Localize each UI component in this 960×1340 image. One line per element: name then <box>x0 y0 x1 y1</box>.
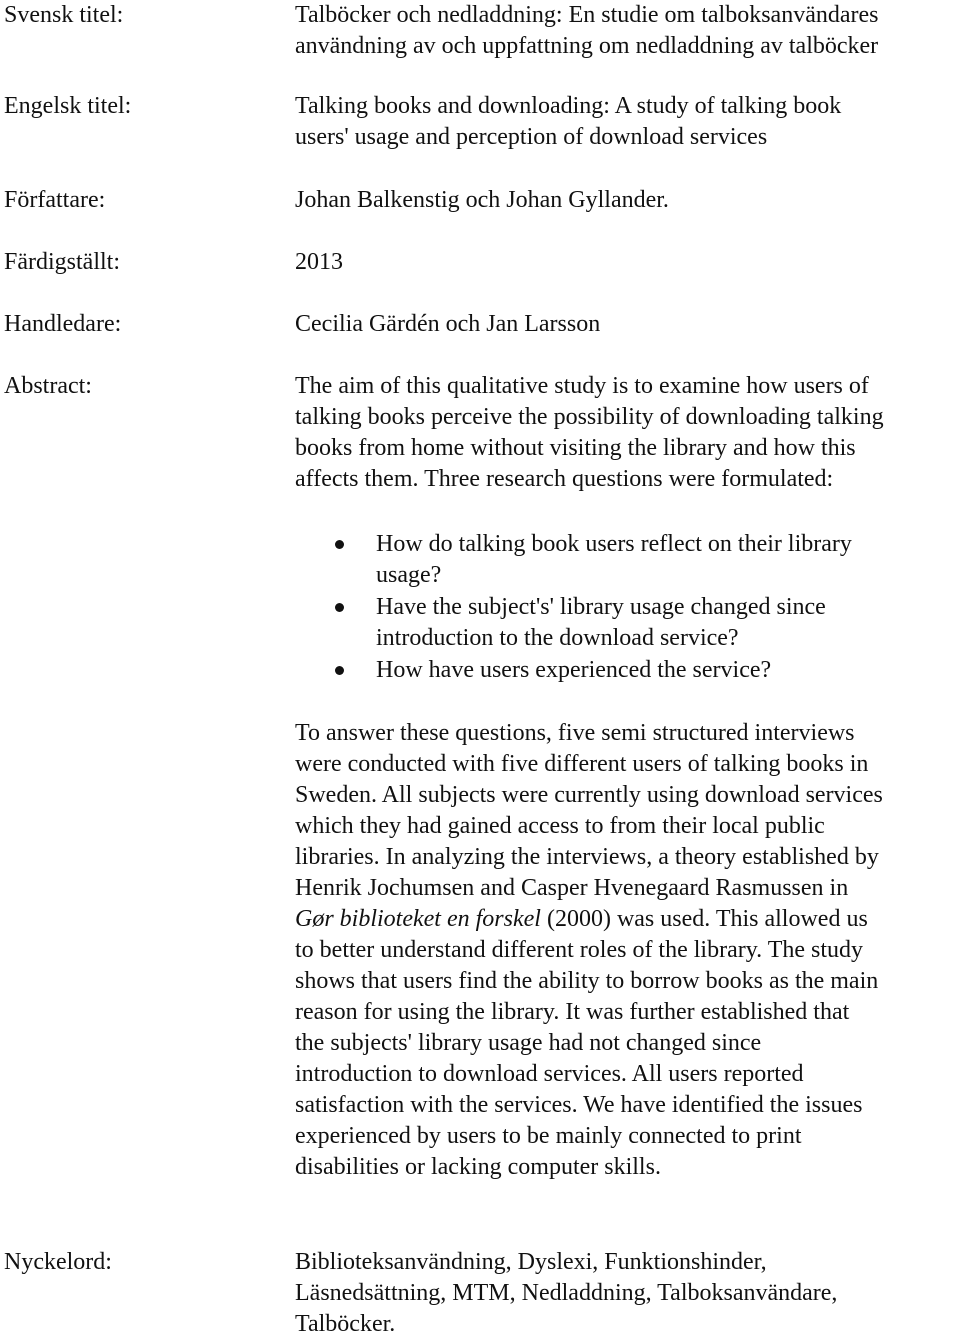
fardigstallt-label: Färdigställt: <box>4 249 120 275</box>
engelsk-titel-line: Talking books and downloading: A study of talking book <box>295 93 842 119</box>
abstract-intro-line: books from home without visiting the library and how this <box>295 435 856 461</box>
research-question-text <box>376 529 957 591</box>
abstract-body-line: the subjects' library usage had not changed since <box>295 1030 762 1056</box>
nyckelord-label: Nyckelord: <box>4 1249 112 1275</box>
svensk-titel-line: Talböcker och nedladdning: En studie om talboksanvändares <box>295 2 879 28</box>
abstract-body-fragment: (2000) was used. This allowed us <box>540 906 868 932</box>
research-question <box>295 529 957 591</box>
bullet-icon <box>335 540 344 549</box>
abstract-body-line: disabilities or lacking computer skills. <box>295 1154 661 1180</box>
bullet-icon <box>335 603 344 612</box>
research-question-line: How have users experienced the service? <box>376 657 772 683</box>
svensk-titel-line: användning av och uppfattning om nedladdning av talböcker <box>295 33 879 59</box>
bullet-icon <box>335 666 344 675</box>
engelsk-titel-line: users' usage and perception of download services <box>295 124 768 150</box>
abstract-body-line: shows that users find the ability to borrow books as the main <box>295 968 879 994</box>
abstract-body-line: satisfaction with the services. We have identified the issues <box>295 1092 863 1118</box>
forfattare-label: Författare: <box>4 187 106 213</box>
abstract-intro-line: talking books perceive the possibility of downloading talking <box>295 404 884 430</box>
abstract-label: Abstract: <box>4 373 92 399</box>
abstract-body-line: To answer these questions, five semi structured interviews <box>295 720 855 746</box>
research-question-line: usage? <box>376 562 442 588</box>
research-question-text <box>376 592 957 654</box>
nyckelord-value <box>295 1247 957 1340</box>
abstract-body-line: Sweden. All subjects were currently using download services <box>295 782 883 808</box>
research-question-line: How do talking book users reflect on their library <box>376 531 852 557</box>
research-question-text <box>376 655 957 686</box>
abstract-body <box>295 718 957 1183</box>
abstract-body-line: introduction to download services. All users reported <box>295 1061 804 1087</box>
nyckelord-line: Biblioteksanvändning, Dyslexi, Funktionshinder, <box>295 1249 767 1275</box>
abstract-intro-line: affects them. Three research questions were formulated: <box>295 466 834 492</box>
abstract-body-line: to better understand different roles of the library. The study <box>295 937 864 963</box>
abstract-body-line: were conducted with five different users of talking books in <box>295 751 869 777</box>
handledare-label: Handledare: <box>4 311 122 337</box>
abstract-intro <box>295 371 957 495</box>
svensk-titel-label: Svensk titel: <box>4 2 124 28</box>
research-question-line: Have the subject's' library usage changed since <box>376 594 826 620</box>
research-question <box>295 592 957 654</box>
forfattare-value: Johan Balkenstig och Johan Gyllander. <box>295 187 669 213</box>
cited-work-title: Gør biblioteket en forskel <box>295 906 541 932</box>
abstract-body-line <box>295 904 957 935</box>
research-question <box>295 655 957 686</box>
abstract-body-line: Henrik Jochumsen and Casper Hvenegaard Rasmussen in <box>295 875 849 901</box>
abstract-body-line: libraries. In analyzing the interviews, a theory established by <box>295 844 879 870</box>
nyckelord-line: Läsnedsättning, MTM, Nedladdning, Talboksanvändare, <box>295 1280 838 1306</box>
fardigstallt-value: 2013 <box>295 249 343 275</box>
abstract-body-line: experienced by users to be mainly connected to print <box>295 1123 802 1149</box>
handledare-value: Cecilia Gärdén och Jan Larsson <box>295 311 601 337</box>
svensk-titel-value <box>295 0 957 62</box>
abstract-intro-line: The aim of this qualitative study is to examine how users of <box>295 373 869 399</box>
research-question-line: introduction to the download service? <box>376 625 739 651</box>
abstract-body-line: which they had gained access to from their local public <box>295 813 825 839</box>
engelsk-titel-label: Engelsk titel: <box>4 93 132 119</box>
nyckelord-line: Talböcker. <box>295 1311 396 1337</box>
engelsk-titel-value <box>295 91 957 153</box>
research-questions-list <box>295 529 957 686</box>
abstract-body-line: reason for using the library. It was further established that <box>295 999 850 1025</box>
